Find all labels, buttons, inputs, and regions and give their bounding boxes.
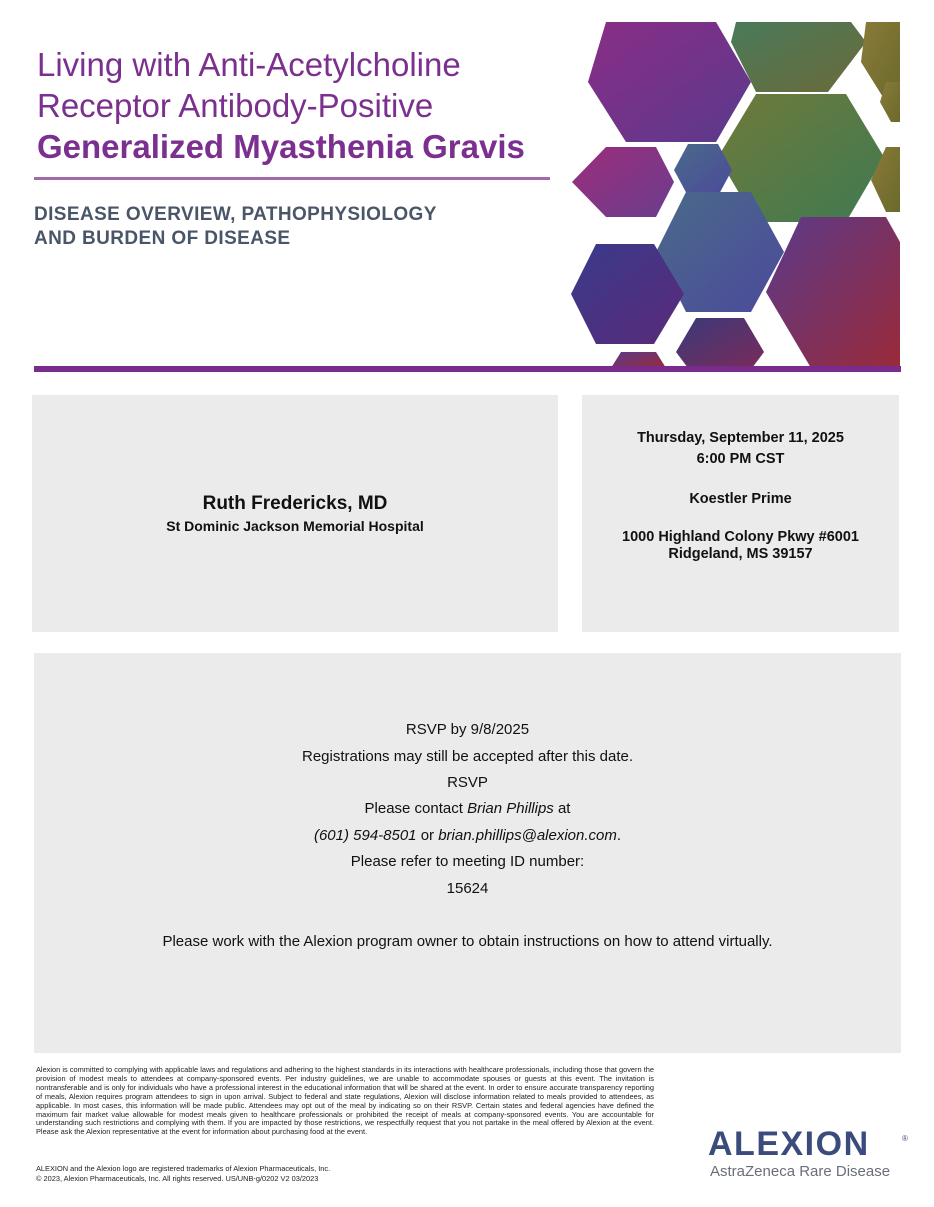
rsvp-email-suffix: . <box>616 827 622 844</box>
event-time: 6:00 PM CST <box>696 451 785 467</box>
virtual-attendance-note: Please work with the Alexion program owner to obtain instructions on how to attend virtually. <box>162 933 773 950</box>
subtitle-line-1: DISEASE OVERVIEW, PATHOPHYSIOLOGY <box>34 204 437 225</box>
subtitle-line-2: AND BURDEN OF DISEASE <box>34 228 291 249</box>
event-address-line-1: 1000 Highland Colony Pkwy #6001 <box>622 529 859 545</box>
meeting-id-label: Please refer to meeting ID number: <box>350 853 585 870</box>
speaker-name: Ruth Fredericks, MD <box>202 493 388 514</box>
trademark-line-2: © 2023, Alexion Pharmaceuticals, Inc. All rights reserved. US/UNB-g/0202 V2 03/2023 <box>36 1173 319 1183</box>
title-line-2: Receptor Antibody-Positive <box>37 87 434 124</box>
rsvp-contact-suffix: at <box>553 800 571 817</box>
event-date: Thursday, September 11, 2025 <box>637 430 844 446</box>
title-divider <box>34 177 550 180</box>
rsvp-contact-details <box>34 826 901 846</box>
event-title <box>37 44 577 167</box>
rsvp-heading: RSVP <box>447 774 488 791</box>
rsvp-contact <box>34 799 901 819</box>
trademark-notice <box>36 1164 654 1183</box>
meeting-id-number: 15624 <box>446 880 489 897</box>
rsvp-deadline: RSVP by 9/8/2025 <box>405 721 530 738</box>
rsvp-contact-prefix: Please contact <box>364 800 468 817</box>
title-line-1: Living with Anti-Acetylcholine <box>37 46 461 83</box>
rsvp-contact-name: Brian Phillips <box>467 800 554 817</box>
event-address-line-2: Ridgeland, MS 39157 <box>668 546 813 562</box>
hero-hexagon-image <box>566 22 900 368</box>
logo-tagline: AstraZeneca Rare Disease <box>710 1163 891 1180</box>
alexion-logo <box>708 1124 908 1184</box>
header-bar <box>34 366 901 372</box>
logo-wordmark: ALEXION <box>708 1125 870 1163</box>
rsvp-or: or <box>416 827 439 844</box>
trademark-line-1: ALEXION and the Alexion logo are registered trademarks of Alexion Pharmaceuticals, Inc. <box>36 1164 331 1173</box>
event-venue: Koestler Prime <box>689 491 792 507</box>
rsvp-phone[interactable]: (601) 594-8501 <box>313 827 417 844</box>
logo-registered-mark: ® <box>902 1134 908 1143</box>
rsvp-late-note: Registrations may still be accepted after this date. <box>302 748 633 765</box>
event-subtitle <box>34 203 554 251</box>
speaker-institution: St Dominic Jackson Memorial Hospital <box>166 518 424 534</box>
meal-disclaimer: Alexion is committed to complying with applicable laws and regulations and adhering to the highest standards in its interactions with healthcare professionals, including those that govern the provision of modest meals to attendees at company-sponsored events. Per industry guidelines, we are unable to accommodate spouses or guests at this event. The invitation is nontransferable and is only for individuals who have a professional interest in the educational information that will be shared at the event. In order to ensure accurate transparency reporting of meals, Alexion requires program attendees to sign in upon arrival. Subject to federal and state regulations, Alexion will disclose information related to meals provided to attendees, as applicable. In most cases, this information will be made public. Attendees may opt out of the meal by indicating so on their RSVP. Certain states and federal agencies have defined the maximum fair market value allowable for modest meals given to healthcare professionals or prohibited the receipt of meals at company-sponsored events. You are accountable for understanding such restrictions and complying with them. If you are impacted by those restrictions, we respectfully request that you not partake in the meal offered by Alexion at the event. Please ask the Alexion representative at the event for information about purchasing food at the event. <box>36 1065 654 1137</box>
title-line-3: Generalized Myasthenia Gravis <box>37 128 525 165</box>
rsvp-email-link[interactable]: brian.phillips@alexion.com <box>438 827 617 844</box>
